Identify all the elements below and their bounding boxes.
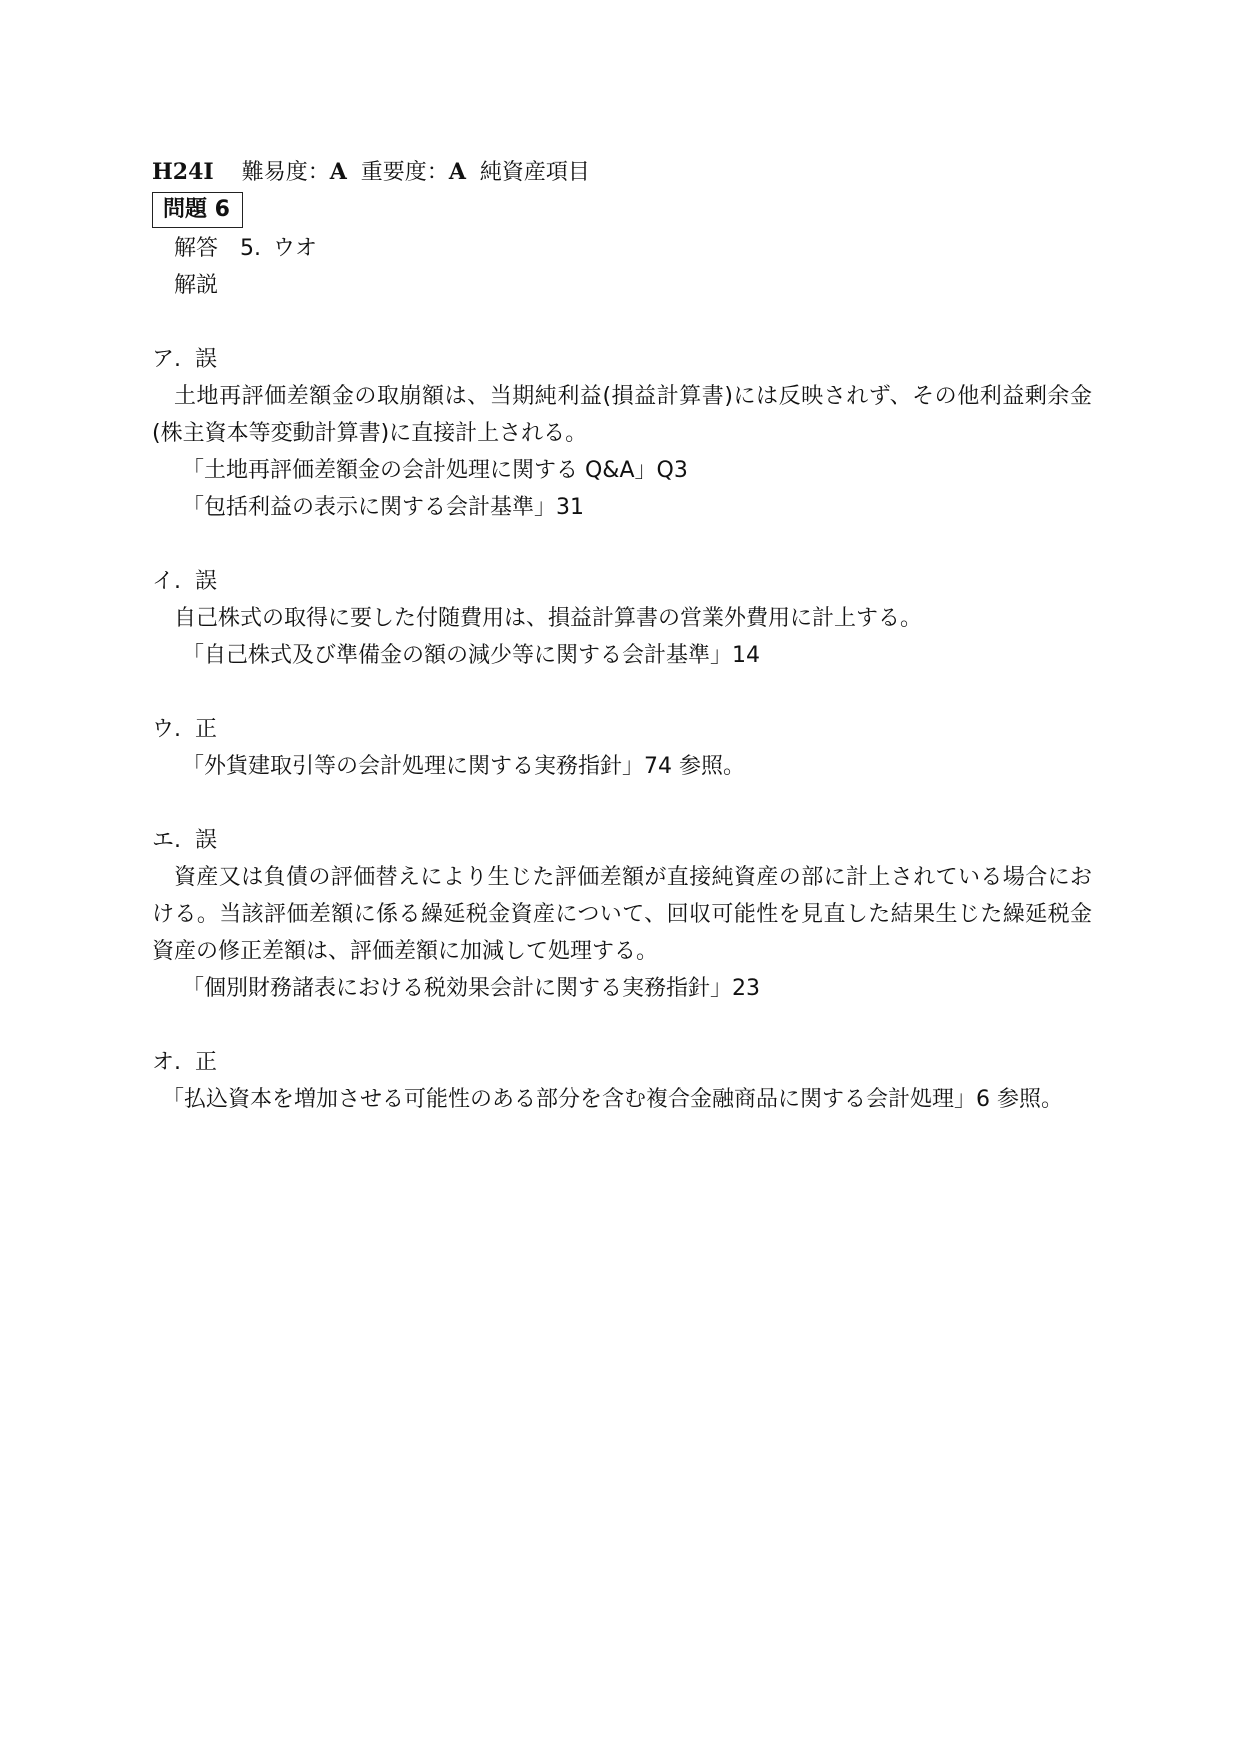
item-a-text: 土地再評価差額金の取崩額は、当期純利益(損益計算書)には反映されず、その他利益剰余金(株主資本等変動計算書)に直接計上される。 [152, 384, 1092, 446]
item-mark: エ. [152, 828, 181, 853]
answer-label: 解答 [174, 236, 219, 261]
answer-explanation-body [152, 154, 1092, 1118]
item-e-heading [152, 822, 1092, 859]
difficulty-label: 難易度： [241, 160, 330, 185]
item-a-heading [152, 341, 1092, 378]
item-u-heading [152, 711, 1092, 748]
item-verdict: 正 [195, 717, 218, 742]
item-mark: ウ. [152, 717, 181, 742]
item-verdict: 誤 [195, 828, 218, 853]
item-a-reference: 「包括利益の表示に関する会計基準」31 [182, 495, 584, 520]
item-i-heading [152, 563, 1092, 600]
importance-value: A [448, 159, 466, 185]
item-o-heading [152, 1044, 1092, 1081]
item-i-reference: 「自己株式及び準備金の額の減少等に関する会計基準」14 [182, 643, 760, 668]
question-header [152, 154, 1092, 191]
item-mark: イ. [152, 569, 181, 594]
answer-number: 5. [240, 236, 262, 261]
question-code: H24I [152, 159, 214, 185]
importance-label: 重要度： [360, 160, 449, 185]
difficulty-value: A [329, 159, 347, 185]
item-o-reference: 「払込資本を増加させる可能性のある部分を含む複合金融商品に関する会計処理」6 参照。 [162, 1087, 1063, 1112]
problem-number-box: 問題 6 [152, 192, 243, 228]
item-mark: ア. [152, 347, 181, 372]
item-u-reference: 「外貨建取引等の会計処理に関する実務指針」74 参照。 [182, 754, 745, 779]
explanation-label: 解説 [174, 273, 219, 298]
item-mark: オ. [152, 1050, 181, 1075]
answer-line [152, 230, 1092, 267]
topic-label: 純資産項目 [479, 160, 590, 185]
item-i-text: 自己株式の取得に要した付随費用は、損益計算書の営業外費用に計上する。 [174, 606, 923, 631]
item-e-reference: 「個別財務諸表における税効果会計に関する実務指針」23 [182, 976, 760, 1001]
item-e-text: 資産又は負債の評価替えにより生じた評価差額が直接純資産の部に計上されている場合における。当該評価差額に係る繰延税金資産について、回収可能性を見直した結果生じた繰延税金資産の修正差額は、評価差額に加減して処理する。 [152, 865, 1092, 964]
item-verdict: 誤 [195, 569, 218, 594]
item-verdict: 誤 [195, 347, 218, 372]
item-a-reference: 「土地再評価差額金の会計処理に関する Q&A」Q3 [182, 458, 688, 483]
item-verdict: 正 [195, 1050, 218, 1075]
answer-value: ウオ [273, 236, 318, 261]
